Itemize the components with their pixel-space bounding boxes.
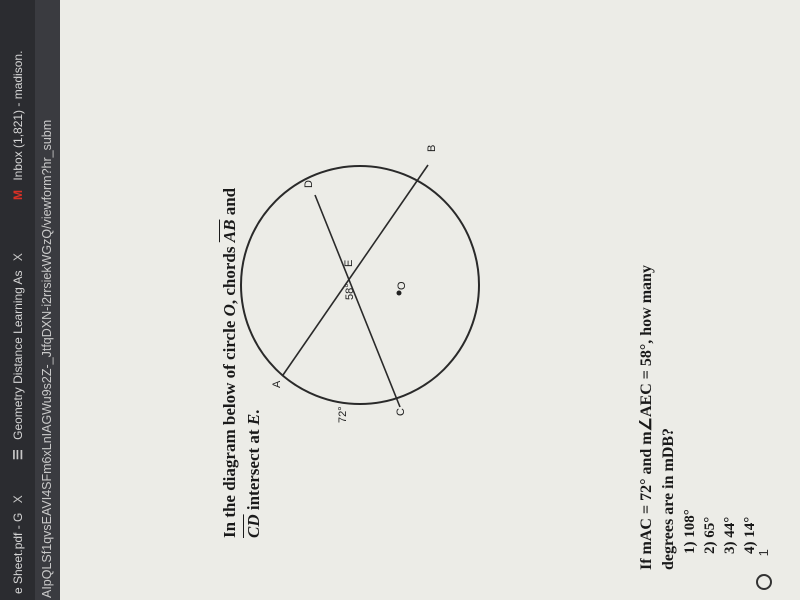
label-arc-72: 72° <box>337 406 349 423</box>
radio-label: 1 <box>756 549 772 557</box>
choice-1: 1) 108° <box>682 509 698 554</box>
answer-option-1[interactable] <box>755 549 772 590</box>
label-point-a: A <box>271 380 283 388</box>
chord-ab <box>283 165 428 375</box>
label-angle-58: 58° <box>344 283 356 300</box>
question-line-2: degrees are in mDB? <box>660 427 677 570</box>
intro-text-2: , chords <box>220 242 239 305</box>
tab-inbox[interactable] <box>6 0 30 200</box>
circle-o-outline <box>241 166 479 404</box>
tab-geometry-label: Geometry Distance Learning As <box>11 270 25 440</box>
answer-choices <box>680 509 760 554</box>
radio-button[interactable] <box>756 574 772 590</box>
intro-text-5: . <box>244 409 263 414</box>
intro-text-3: and <box>220 187 239 220</box>
intro-point-e: E <box>244 413 263 426</box>
url-bar[interactable] <box>35 0 60 600</box>
tab-geometry[interactable] <box>6 220 30 460</box>
url-text: AIpQLSf1qvsEAVI4SFm6xLnIAGWu9s2Z-_JtfqDXN-i2rrsiekWGzQ/viewform?hr_subm <box>40 119 54 598</box>
tab-inbox-label: Inbox (1,821) - madison. <box>11 50 25 181</box>
tab-pdf[interactable] <box>6 479 30 594</box>
choice-2: 2) 65° <box>702 516 718 554</box>
intro-text-1: In the diagram below of circle <box>220 316 239 538</box>
intro-circle-o: O <box>220 304 239 317</box>
tab-geometry-close-icon[interactable]: X <box>11 253 25 262</box>
label-center-o: O <box>396 281 408 290</box>
choice-3: 3) 44° <box>722 516 738 554</box>
label-point-e: E <box>343 259 355 267</box>
form-page <box>60 0 800 600</box>
choice-4: 4) 14° <box>742 516 758 554</box>
label-point-b: B <box>426 144 438 152</box>
tab-bar <box>0 0 35 600</box>
chord-cd <box>315 195 400 407</box>
intro-chord-cd: $\overline{CD}$ <box>244 514 263 538</box>
question-text <box>636 265 680 570</box>
forms-icon: ☰ <box>11 449 25 460</box>
tab-pdf-label: e Sheet.pdf - G <box>11 512 25 594</box>
question-line-1: If mAC = 72° and m∠AEC = 58°, how many <box>638 265 655 570</box>
intro-text-4: intersect at <box>244 425 263 515</box>
center-o-point <box>397 291 402 296</box>
intro-chord-ab: $\overline{AB}$ <box>220 219 239 243</box>
problem-intro <box>218 188 266 538</box>
label-point-d: D <box>303 180 315 188</box>
tab-pdf-close-icon[interactable]: X <box>11 495 25 504</box>
gmail-icon: M <box>11 190 25 200</box>
label-point-c: C <box>395 408 407 416</box>
